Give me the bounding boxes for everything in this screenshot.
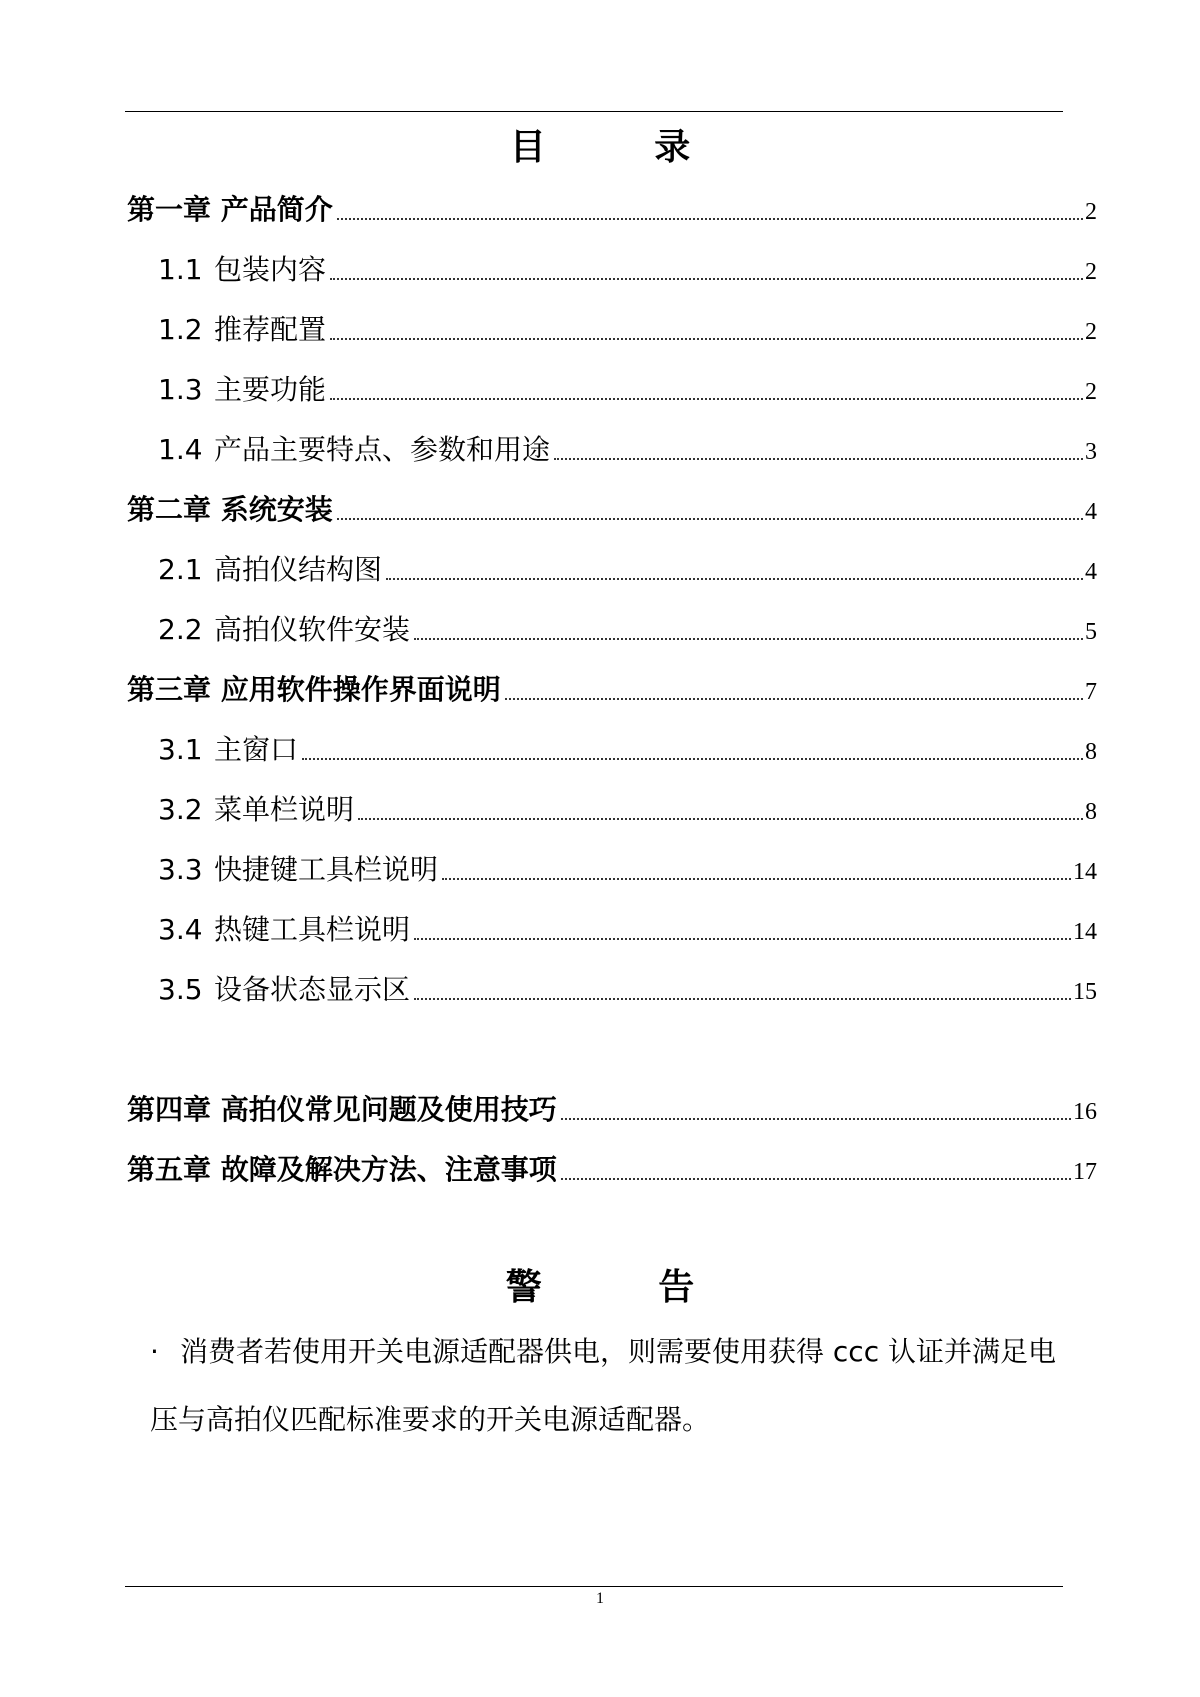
toc-entry-text: 菜单栏说明	[214, 793, 355, 826]
toc-page-number: 17	[1073, 1159, 1097, 1185]
toc-page-number: 15	[1073, 979, 1097, 1005]
toc-entry[interactable]	[0, 308, 1200, 348]
header-rule	[125, 111, 1063, 112]
toc-entry[interactable]	[0, 1088, 1200, 1128]
toc-entry-text: 第一章 产品简介	[127, 193, 333, 226]
toc-leader	[414, 637, 1083, 640]
toc-leader	[414, 997, 1071, 1000]
toc-page-number: 8	[1085, 739, 1097, 765]
toc-entry[interactable]	[0, 428, 1200, 468]
bullet-icon: ·	[150, 1335, 159, 1368]
toc-entry[interactable]	[0, 548, 1200, 588]
toc-entry[interactable]	[0, 188, 1200, 228]
toc-section-number: 3.1	[158, 733, 203, 766]
toc-leader	[330, 397, 1083, 400]
toc-page-number: 4	[1085, 499, 1097, 525]
toc-entry-text: 产品主要特点、参数和用途	[214, 433, 551, 466]
toc-entry[interactable]	[0, 488, 1200, 528]
toc-page-number: 4	[1085, 559, 1097, 585]
toc-leader	[561, 1177, 1071, 1180]
toc-entry-text: 快捷键工具栏说明	[214, 853, 439, 886]
toc-leader	[358, 817, 1083, 820]
toc-entry-text: 第五章 故障及解决方法、注意事项	[127, 1153, 557, 1186]
toc-page-number: 2	[1085, 379, 1097, 405]
toc-section-number: 1.2	[158, 313, 203, 346]
toc-entry-text: 第二章 系统安装	[127, 493, 333, 526]
toc-leader	[414, 937, 1071, 940]
toc-entry[interactable]	[0, 248, 1200, 288]
toc-page-number: 3	[1085, 439, 1097, 465]
footer-rule	[125, 1586, 1063, 1587]
toc-leader	[330, 277, 1083, 280]
toc-leader	[302, 757, 1083, 760]
toc-entry-text: 主要功能	[214, 373, 327, 406]
toc-entry[interactable]	[0, 668, 1200, 708]
toc-entry-text: 主窗口	[214, 733, 299, 766]
toc-section-number: 1.1	[158, 253, 203, 286]
toc-entry[interactable]	[0, 788, 1200, 828]
toc-entry-text: 热键工具栏说明	[214, 913, 411, 946]
toc-entry-text: 包装内容	[214, 253, 327, 286]
toc-entry[interactable]	[0, 728, 1200, 768]
toc-entry[interactable]	[0, 848, 1200, 888]
toc-section-number: 3.5	[158, 973, 203, 1006]
toc-entry-text: 高拍仪结构图	[214, 553, 383, 586]
toc-section-number: 3.4	[158, 913, 203, 946]
toc-title: 目 录	[509, 127, 739, 168]
toc-section-number: 1.3	[158, 373, 203, 406]
toc-section-number: 2.2	[158, 613, 203, 646]
toc-page-number: 14	[1073, 919, 1097, 945]
toc-leader	[386, 577, 1083, 580]
toc-leader	[337, 217, 1083, 220]
toc-leader	[337, 517, 1083, 520]
toc-page-number: 7	[1085, 679, 1097, 705]
toc-entry[interactable]	[0, 368, 1200, 408]
toc-page-number: 2	[1085, 259, 1097, 285]
page-number: 1	[596, 1590, 604, 1607]
toc-entry[interactable]	[0, 608, 1200, 648]
toc-leader	[561, 1117, 1071, 1120]
toc-entry-text: 第三章 应用软件操作界面说明	[127, 673, 501, 706]
warning-paragraph	[150, 1318, 1070, 1454]
toc-page-number: 8	[1085, 799, 1097, 825]
toc-section-number: 3.3	[158, 853, 203, 886]
toc-entry-text: 高拍仪软件安装	[214, 613, 411, 646]
toc-leader	[442, 877, 1071, 880]
toc-page-number: 5	[1085, 619, 1097, 645]
toc-page-number: 16	[1073, 1099, 1097, 1125]
toc-entry-text: 第四章 高拍仪常见问题及使用技巧	[127, 1093, 557, 1126]
toc-section-number: 3.2	[158, 793, 203, 826]
toc-page-number: 14	[1073, 859, 1097, 885]
toc-section-number: 2.1	[158, 553, 203, 586]
toc-entry-text: 推荐配置	[214, 313, 327, 346]
toc-page-number: 2	[1085, 199, 1097, 225]
toc-leader	[505, 697, 1083, 700]
toc-page-number: 2	[1085, 319, 1097, 345]
toc-leader	[554, 457, 1083, 460]
toc-entry[interactable]	[0, 1148, 1200, 1188]
toc-entry[interactable]	[0, 908, 1200, 948]
toc-entry-text: 设备状态显示区	[214, 973, 411, 1006]
warning-title: 警 告	[505, 1267, 747, 1308]
warning-text: 消费者若使用开关电源适配器供电，则需要使用获得 ccc 认证并满足电压与高拍仪匹配标准要求的开关电源适配器。	[150, 1335, 1056, 1436]
toc-entry[interactable]	[0, 968, 1200, 1008]
toc-section-number: 1.4	[158, 433, 203, 466]
toc-leader	[330, 337, 1083, 340]
